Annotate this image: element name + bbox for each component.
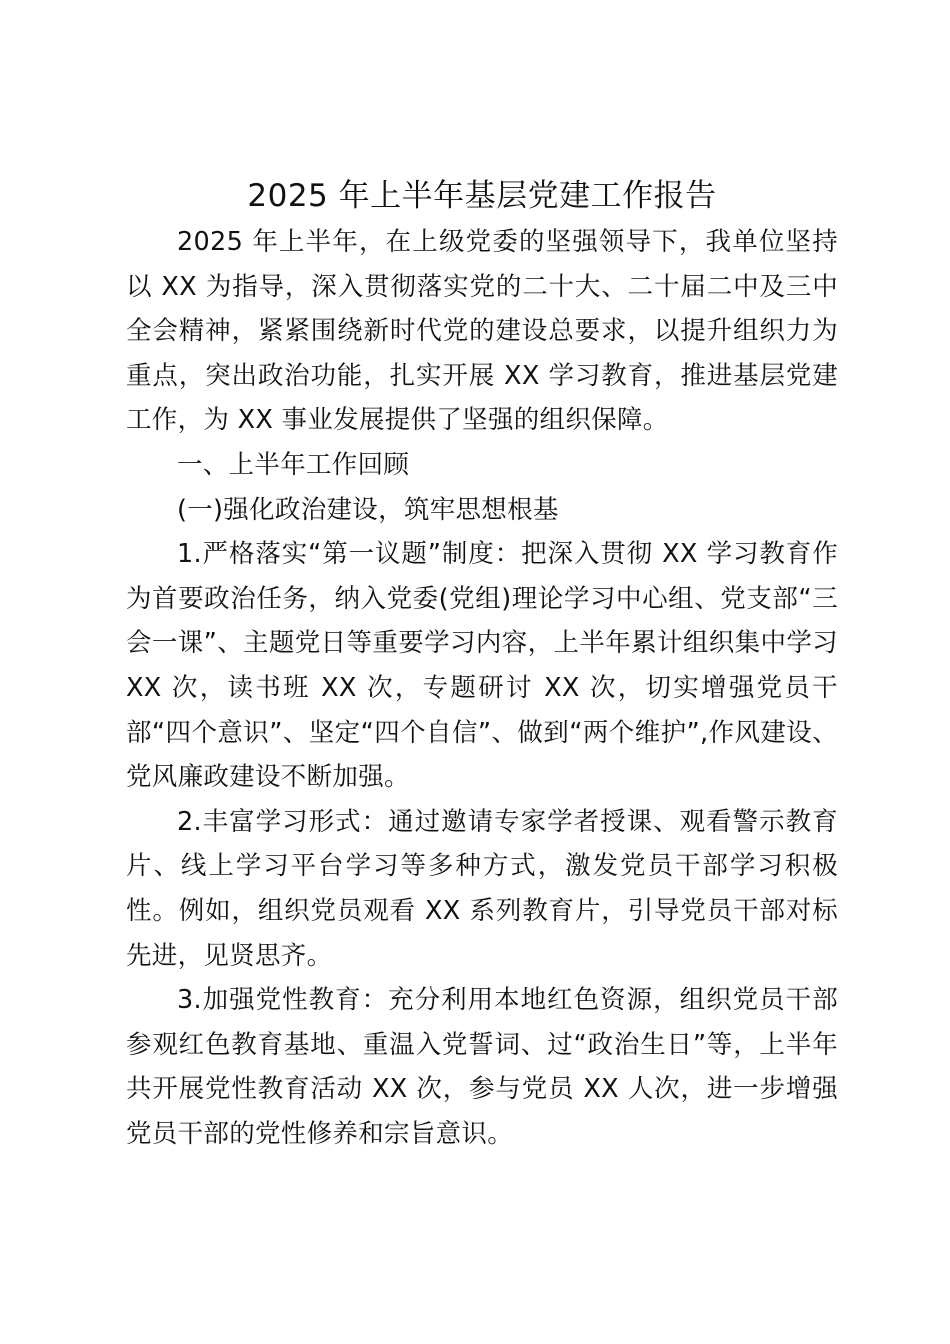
item-paragraph-1: 1.严格落实“第一议题”制度：把深入贯彻 XX 学习教育作为首要政治任务，纳入党委(党组)理论学习中心组、党支部“三会一课”、主题党日等重要学习内容，上半年累计组织集中学习 XX 次，读书班 XX 次，专题研讨 XX 次，切实增强党员干部“四个意识”、坚定“四个自信”、做到“两个维护”,作风建设、党风廉政建设不断加强。 xyxy=(126,539,838,793)
document-title: 2025 年上半年基层党建工作报告 xyxy=(247,178,717,214)
item-paragraph-2: 2.丰富学习形式：通过邀请专家学者授课、观看警示教育片、线上学习平台学习等多种方式，激发党员干部学习积极性。例如，组织党员观看 XX 系列教育片，引导党员干部对标先进，见贤思齐。 xyxy=(126,806,838,971)
intro-paragraph: 2025 年上半年，在上级党委的坚强领导下，我单位坚持以 XX 为指导，深入贯彻落实党的二十大、二十届二中及三中全会精神，紧紧围绕新时代党的建设总要求，以提升组织力为重点，突出政治功能，扎实开展 XX 学习教育，推进基层党建工作，为 XX 事业发展提供了坚强的组织保障。 xyxy=(126,227,838,436)
item-paragraph-3: 3.加强党性教育：充分利用本地红色资源，组织党员干部参观红色教育基地、重温入党誓词、过“政治生日”等，上半年共开展党性教育活动 XX 次，参与党员 XX 人次，进一步增强党员干部的党性修养和宗旨意识。 xyxy=(126,985,838,1149)
section-heading: 一、上半年工作回顾 xyxy=(177,449,410,480)
subsection-heading: (一)强化政治建设，筑牢思想根基 xyxy=(177,494,559,525)
document-body xyxy=(126,172,838,1156)
